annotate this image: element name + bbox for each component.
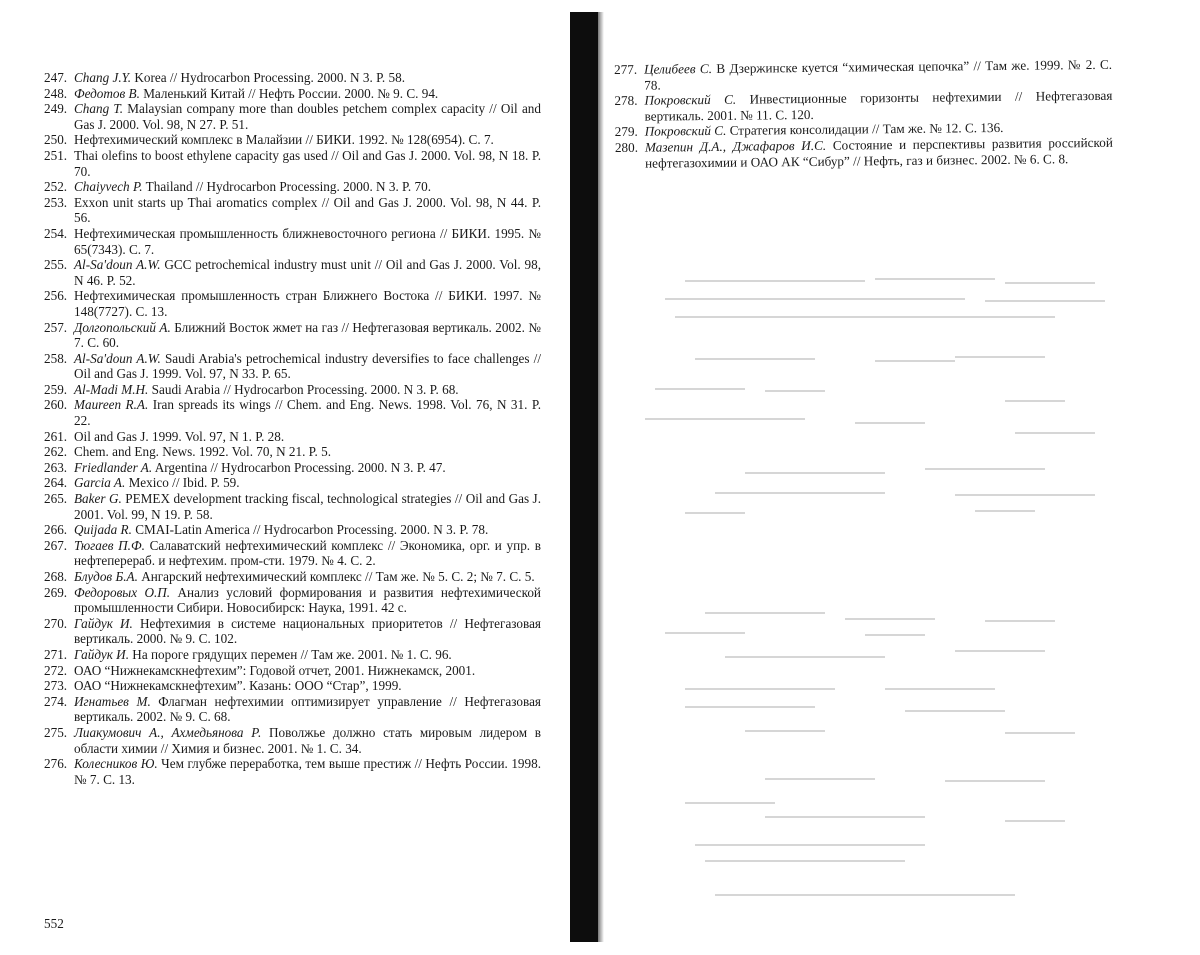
reference-entry (44, 288, 541, 319)
reference-author: Покровский С. (644, 91, 737, 108)
reference-entry (44, 397, 541, 428)
reference-text: Saudi Arabia's petrochemical industry deversifies to face challenges // Oil and Gas J. 1999. Vol. 97, N 33. P. 65. (74, 350, 541, 382)
reference-number: 276. (44, 756, 68, 772)
bleed-mark (715, 894, 1015, 896)
bleed-mark (1005, 400, 1065, 402)
reference-entry (44, 569, 541, 585)
reference-entry (44, 475, 541, 491)
reference-text: Стратегия консолидации // Там же. № 12. С. 136. (726, 120, 1004, 139)
reference-author: Al-Sa'doun A.W. (74, 350, 161, 366)
reference-author: Quijada R. (74, 522, 132, 538)
left-reference-list (44, 70, 541, 787)
reference-number: 275. (44, 724, 68, 740)
bleed-mark (715, 492, 885, 494)
reference-text: На пороге грядущих перемен // Там же. 2001. № 1. С. 96. (129, 646, 452, 662)
reference-number: 271. (44, 646, 68, 662)
reference-number: 263. (44, 459, 68, 475)
reference-number: 268. (44, 569, 68, 584)
reference-entry (44, 320, 541, 351)
reference-entry (44, 257, 541, 288)
reference-number: 251. (44, 147, 68, 163)
reference-number: 257. (44, 319, 68, 335)
reference-text: Чем глубже переработка, тем выше престиж // Нефть России. 1998. № 7. С. 13. (74, 756, 541, 787)
bleed-mark (925, 468, 1045, 470)
reference-number: 270. (44, 615, 68, 631)
reference-entry (44, 491, 541, 522)
reference-author: Тюгаев П.Ф. (74, 537, 145, 553)
bleed-mark (675, 316, 1055, 318)
bleed-mark (765, 778, 875, 780)
reference-text: Нефтехимическая промышленность стран Ближнего Востока // БИКИ. 1997. № 148(7727). С. 13. (74, 288, 541, 319)
reference-number: 255. (44, 257, 68, 273)
reference-entry (615, 135, 1113, 171)
reference-entry (614, 88, 1112, 124)
reference-author: Al-Sa'doun A.W. (74, 257, 161, 273)
reference-author: Игнатьев М. (74, 693, 151, 709)
reference-author: Гайдук И. (74, 615, 133, 631)
bleed-mark (695, 844, 925, 846)
reference-text: ОАО “Нижнекамскнефтехим”: Годовой отчет, 2001. Нижнекамск, 2001. (74, 662, 476, 678)
bleed-mark (1015, 432, 1095, 434)
reference-entry (44, 522, 541, 538)
reference-text: Нефтехимический комплекс в Малайзии // БИКИ. 1992. № 128(6954). С. 7. (74, 132, 494, 148)
reference-author: Колесников Ю. (74, 756, 158, 772)
bleed-mark (655, 388, 745, 390)
reference-entry (44, 616, 541, 647)
reference-text: Exxon unit starts up Thai aromatics complex // Oil and Gas J. 2000. Vol. 98, N 44. P. 56. (74, 194, 541, 226)
reference-entry (44, 195, 541, 226)
reference-entry (44, 226, 541, 257)
reference-text: Салаватский нефтехимический комплекс // Экономика, орг. и упр. в нефтеперераб. и нефтехим. пром-сти. 1979. № 4. С. 2. (74, 537, 542, 569)
reference-number: 277. (614, 61, 638, 77)
reference-text: В Дзержинске куется “химическая цепочка” // Там же. 1999. № 2. С. 78. (644, 56, 1113, 93)
reference-number: 267. (44, 537, 68, 553)
reference-entry (44, 351, 541, 382)
reference-author: Блудов Б.А. (74, 569, 138, 584)
reference-number: 261. (44, 428, 68, 444)
reference-entry (44, 101, 541, 132)
reference-author: Maureen R.A. (74, 397, 149, 413)
reference-text: Нефтехимическая промышленность ближневосточного региона // БИКИ. 1995. № 65(7343). С. 7. (74, 225, 541, 257)
reference-text: Маленький Китай // Нефть России. 2000. № 9. С. 94. (139, 85, 439, 101)
reference-author: Гайдук И. (74, 646, 129, 662)
bleed-mark (685, 688, 835, 690)
reference-entry (44, 725, 541, 756)
bleed-mark (975, 510, 1035, 512)
reference-text: Инвестиционные горизонты нефтехимии // Нефтегазовая вертикаль. 2001. № 11. С. 120. (644, 87, 1113, 124)
reference-author: Федотов В. (74, 85, 140, 101)
reference-author: Garcia A. (74, 475, 126, 491)
reference-author: Федоровых О.П. (74, 584, 171, 600)
reference-text: ОАО “Нижнекамскнефтехим”. Казань: ООО “Стар”, 1999. (74, 678, 402, 694)
reference-number: 260. (44, 397, 68, 413)
reference-author: Мазепин Д.А., Джафаров И.С. (644, 137, 827, 155)
reference-author: Chang T. (74, 101, 124, 117)
left-page (0, 0, 590, 955)
bleed-mark (1005, 732, 1075, 734)
reference-entry (44, 86, 541, 102)
bleed-mark (745, 730, 825, 732)
reference-author: Долгопольский А. (74, 319, 171, 335)
reference-text: Korea // Hydrocarbon Processing. 2000. N 3. P. 58. (131, 70, 406, 85)
page-number: 552 (44, 916, 64, 931)
reference-entry (44, 663, 541, 679)
bleed-mark (985, 300, 1105, 302)
reference-entry (44, 647, 541, 663)
reference-text: PEMEX development tracking fiscal, technological strategies // Oil and Gas J. 2001. Vol. 99, N 19. P. 58. (74, 491, 541, 522)
reference-number: 266. (44, 522, 68, 538)
bleed-mark (685, 280, 865, 282)
reference-entry (44, 179, 541, 195)
reference-author: Chang J.Y. (74, 70, 132, 85)
reference-text: Oil and Gas J. 1999. Vol. 97, N 1. P. 28. (74, 428, 285, 444)
bleed-mark (1005, 282, 1095, 284)
reference-entry (44, 148, 541, 179)
bleed-mark (865, 634, 925, 636)
reference-number: 279. (614, 124, 638, 140)
reference-number: 262. (44, 444, 68, 460)
bleed-mark (665, 632, 745, 634)
reference-number: 256. (44, 288, 68, 304)
reference-number: 259. (44, 381, 68, 397)
bleed-mark (1005, 820, 1065, 822)
bleed-mark (695, 358, 815, 360)
reference-text: Saudi Arabia // Hydrocarbon Processing. 2000. N 3. P. 68. (148, 381, 459, 397)
reference-entry (44, 538, 541, 569)
bleed-mark (955, 650, 1045, 652)
bleed-mark (745, 472, 885, 474)
reference-number: 280. (614, 139, 639, 155)
reference-number: 258. (44, 350, 68, 366)
reference-author: Покровский С. (644, 123, 727, 140)
reference-entry (44, 585, 541, 616)
reference-text: Состояние и перспективы развития российской нефтегазохимии и ОАО АК “Сибур” // Нефть, газ и бизнес. 2002. № 6. С. 8. (644, 134, 1113, 171)
reference-entry (44, 444, 541, 460)
reference-text: Thailand // Hydrocarbon Processing. 2000. N 3. P. 70. (142, 179, 431, 195)
reference-text: Mexico // Ibid. P. 59. (125, 475, 240, 491)
bleed-mark (905, 710, 1005, 712)
show-through-text-bleed (625, 210, 1145, 910)
bleed-mark (685, 802, 775, 804)
reference-number: 247. (44, 70, 68, 85)
reference-text: Ближний Восток жмет на газ // Нефтегазовая вертикаль. 2002. № 7. С. 60. (74, 319, 541, 351)
reference-author: Целибеев С. (643, 60, 713, 77)
reference-text: CMAI-Latin America // Hydrocarbon Processing. 2000. N 3. P. 78. (131, 522, 489, 538)
bleed-mark (685, 706, 815, 708)
reference-author: Baker G. (74, 491, 122, 507)
reference-number: 254. (44, 225, 68, 241)
reference-author: Лиакумович А., Ахмедьянова Р. (74, 724, 262, 740)
bleed-mark (955, 494, 1095, 496)
bleed-mark (705, 612, 825, 614)
reference-entry (44, 70, 541, 86)
reference-number: 272. (44, 662, 68, 678)
reference-number: 249. (44, 101, 68, 117)
right-reference-list (614, 57, 1113, 171)
reference-entry (44, 694, 541, 725)
bleed-mark (885, 688, 995, 690)
reference-entry (44, 756, 541, 787)
reference-text: Ангарский нефтехимический комплекс // Там же. № 5. С. 2; № 7. С. 5. (137, 569, 535, 584)
reference-number: 269. (44, 584, 68, 600)
reference-number: 250. (44, 132, 68, 148)
reference-number: 252. (44, 179, 68, 195)
reference-text: Iran spreads its wings // Chem. and Eng. News. 1998. Vol. 76, N 31. P. 22. (74, 397, 541, 429)
reference-number: 273. (44, 678, 68, 694)
bleed-mark (855, 422, 925, 424)
reference-author: Al-Madi M.H. (74, 381, 149, 397)
reference-number: 274. (44, 693, 68, 709)
bleed-mark (985, 620, 1055, 622)
reference-text: Chem. and Eng. News. 1992. Vol. 70, N 21. P. 5. (74, 444, 332, 460)
reference-entry (44, 460, 541, 476)
bleed-mark (845, 618, 935, 620)
reference-entry (44, 678, 541, 694)
bleed-mark (765, 390, 825, 392)
reference-text: Нефтехимия в системе национальных приоритетов // Нефтегазовая вертикаль. 2000. № 9. С. 102. (74, 615, 541, 647)
reference-text: Поволжье должно стать мировым лидером в области химии // Химия и бизнес. 2001. № 1. С. 34. (74, 724, 541, 756)
reference-entry (44, 132, 541, 148)
reference-text: GCC petrochemical industry must unit // Oil and Gas J. 2000. Vol. 98, N 46. P. 52. (74, 257, 541, 288)
reference-number: 264. (44, 475, 68, 491)
bleed-mark (875, 360, 955, 362)
bleed-mark (875, 278, 995, 280)
bleed-mark (645, 418, 805, 420)
reference-text: Malaysian company more than doubles petchem complex capacity // Oil and Gas J. 2000. Vol. 98, N 27. P. 51. (74, 101, 541, 132)
bleed-mark (665, 298, 965, 300)
reference-number: 253. (44, 194, 68, 210)
reference-number: 265. (44, 491, 68, 507)
bleed-mark (705, 860, 905, 862)
bleed-mark (685, 512, 745, 514)
reference-number: 278. (614, 92, 638, 109)
reference-entry (44, 382, 541, 398)
reference-number: 248. (44, 85, 68, 101)
reference-author: Chaiyvech P. (74, 179, 143, 195)
reference-text: Анализ условий формирования и развития нефтехимической промышленности Сибири. Новосибирск: Наука, 1991. 42 с. (74, 584, 541, 616)
bleed-mark (765, 816, 925, 818)
reference-author: Friedlander A. (74, 459, 153, 475)
bleed-mark (945, 780, 1045, 782)
bleed-mark (955, 356, 1045, 358)
reference-text: Argentina // Hydrocarbon Processing. 2000. N 3. P. 47. (152, 459, 446, 475)
reference-entry (44, 429, 541, 445)
reference-text: Флагман нефтехимии оптимизирует управление // Нефтегазовая вертикаль. 2002. № 9. С. 68. (74, 693, 541, 725)
reference-text: Thai olefins to boost ethylene capacity gas used // Oil and Gas J. 2000. Vol. 98, N 18. P. 70. (74, 147, 541, 179)
reference-entry (614, 57, 1112, 93)
bleed-mark (725, 656, 885, 658)
